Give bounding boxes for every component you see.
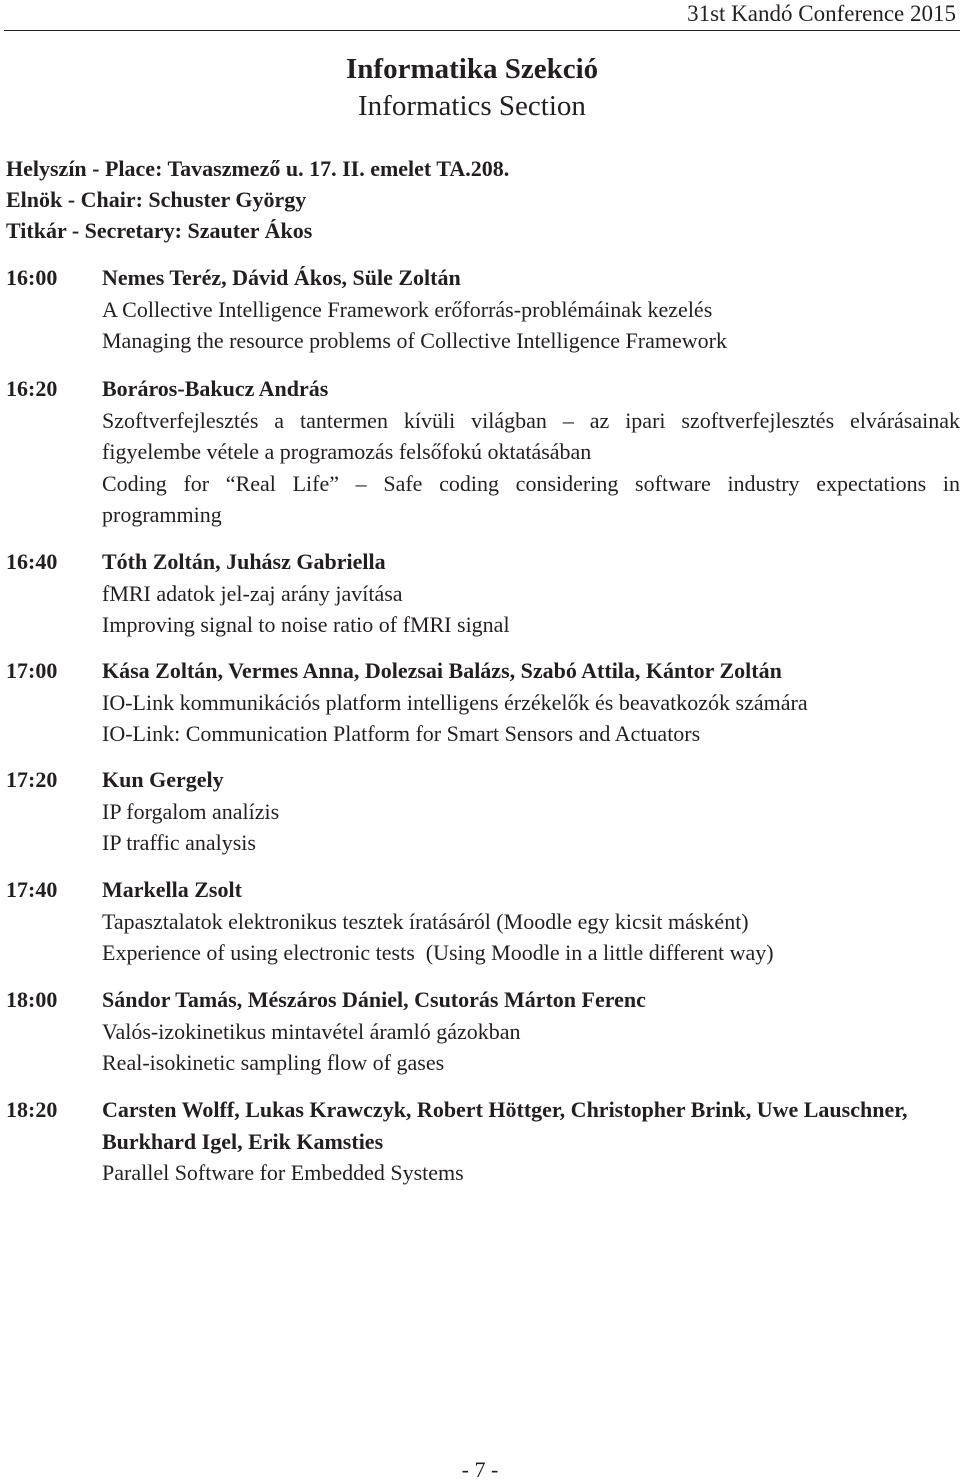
session-time: 18:20: [6, 1097, 58, 1122]
session-authors: Boráros-Bakucz András: [102, 376, 329, 401]
header-divider: [4, 30, 960, 31]
session-title-hu: A Collective Intelligence Framework erőforrás-problémáinak kezelés: [102, 296, 713, 322]
place-line: Helyszín - Place: Tavaszmező u. 17. II. emelet TA.208.: [6, 156, 510, 181]
session-item: [6, 373, 960, 531]
session-title-hu: IP forgalom analízis: [102, 798, 280, 824]
session-time: 17:00: [6, 658, 58, 683]
page-number: - 7 -: [461, 1457, 499, 1482]
session-item: [6, 546, 960, 641]
session-title-hu: Tapasztalatok elektronikus tesztek íratásáról (Moodle egy kicsit másként): [102, 908, 749, 934]
session-title-en: IP traffic analysis: [102, 830, 256, 855]
session-time: 16:20: [6, 376, 58, 401]
session-title-en: IO-Link: Communication Platform for Smart Sensors and Actuators: [102, 721, 701, 746]
session-title-en: Coding for “Real Life” – Safe coding considering software industry expectations in programming: [102, 470, 960, 527]
session-title-hu: Valós-izokinetikus mintavétel áramló gázokban: [102, 1018, 521, 1044]
session-authors: Tóth Zoltán, Juhász Gabriella: [102, 549, 386, 574]
session-item: [6, 984, 960, 1079]
session-title-en: Improving signal to noise ratio of fMRI signal: [102, 612, 510, 637]
session-time: 17:20: [6, 767, 58, 792]
session-title-hu: IO-Link kommunikációs platform intelligens érzékelők és beavatkozók számára: [102, 689, 808, 715]
session-time: 17:40: [6, 877, 58, 902]
session-time: 16:00: [6, 265, 58, 290]
session-title-en: Real-isokinetic sampling flow of gases: [102, 1050, 445, 1075]
session-meta: [6, 153, 509, 246]
session-item: [6, 874, 960, 969]
running-header: 31st Kandó Conference 2015: [687, 1, 956, 26]
session-item: [6, 1094, 960, 1189]
section-title-en: Informatics Section: [358, 90, 586, 122]
session-authors: Kun Gergely: [102, 767, 224, 792]
session-authors: Nemes Teréz, Dávid Ákos, Süle Zoltán: [102, 265, 461, 290]
session-authors: Carsten Wolff, Lukas Krawczyk, Robert Höttger, Christopher Brink, Uwe Lauschner, Burkhard Igel, Erik Kamsties: [102, 1097, 908, 1154]
session-authors: Kása Zoltán, Vermes Anna, Dolezsai Balázs, Szabó Attila, Kántor Zoltán: [102, 658, 782, 683]
session-item: [6, 764, 960, 859]
session-authors: Markella Zsolt: [102, 877, 242, 902]
session-title-en: Experience of using electronic tests (Using Moodle in a little different way): [102, 940, 774, 965]
session-item: [6, 655, 960, 750]
session-title-hu: Szoftverfejlesztés a tantermen kívüli világban – az ipari szoftverfejlesztés elvárásainak figyelembe vétele a programozás felsőfokú oktatásában: [102, 407, 960, 464]
session-time: 16:40: [6, 549, 58, 574]
session-time: 18:00: [6, 987, 58, 1012]
session-authors: Sándor Tamás, Mészáros Dániel, Csutorás Márton Ferenc: [102, 987, 646, 1012]
chair-line: Elnök - Chair: Schuster György: [6, 187, 307, 212]
session-title-en: Managing the resource problems of Collective Intelligence Framework: [102, 328, 727, 353]
secretary-line: Titkár - Secretary: Szauter Ákos: [6, 218, 313, 243]
session-item: [6, 262, 960, 357]
session-title-en: Parallel Software for Embedded Systems: [102, 1160, 464, 1185]
session-title-hu: fMRI adatok jel-zaj arány javítása: [102, 580, 403, 606]
section-title-hu: Informatika Szekció: [346, 53, 599, 85]
